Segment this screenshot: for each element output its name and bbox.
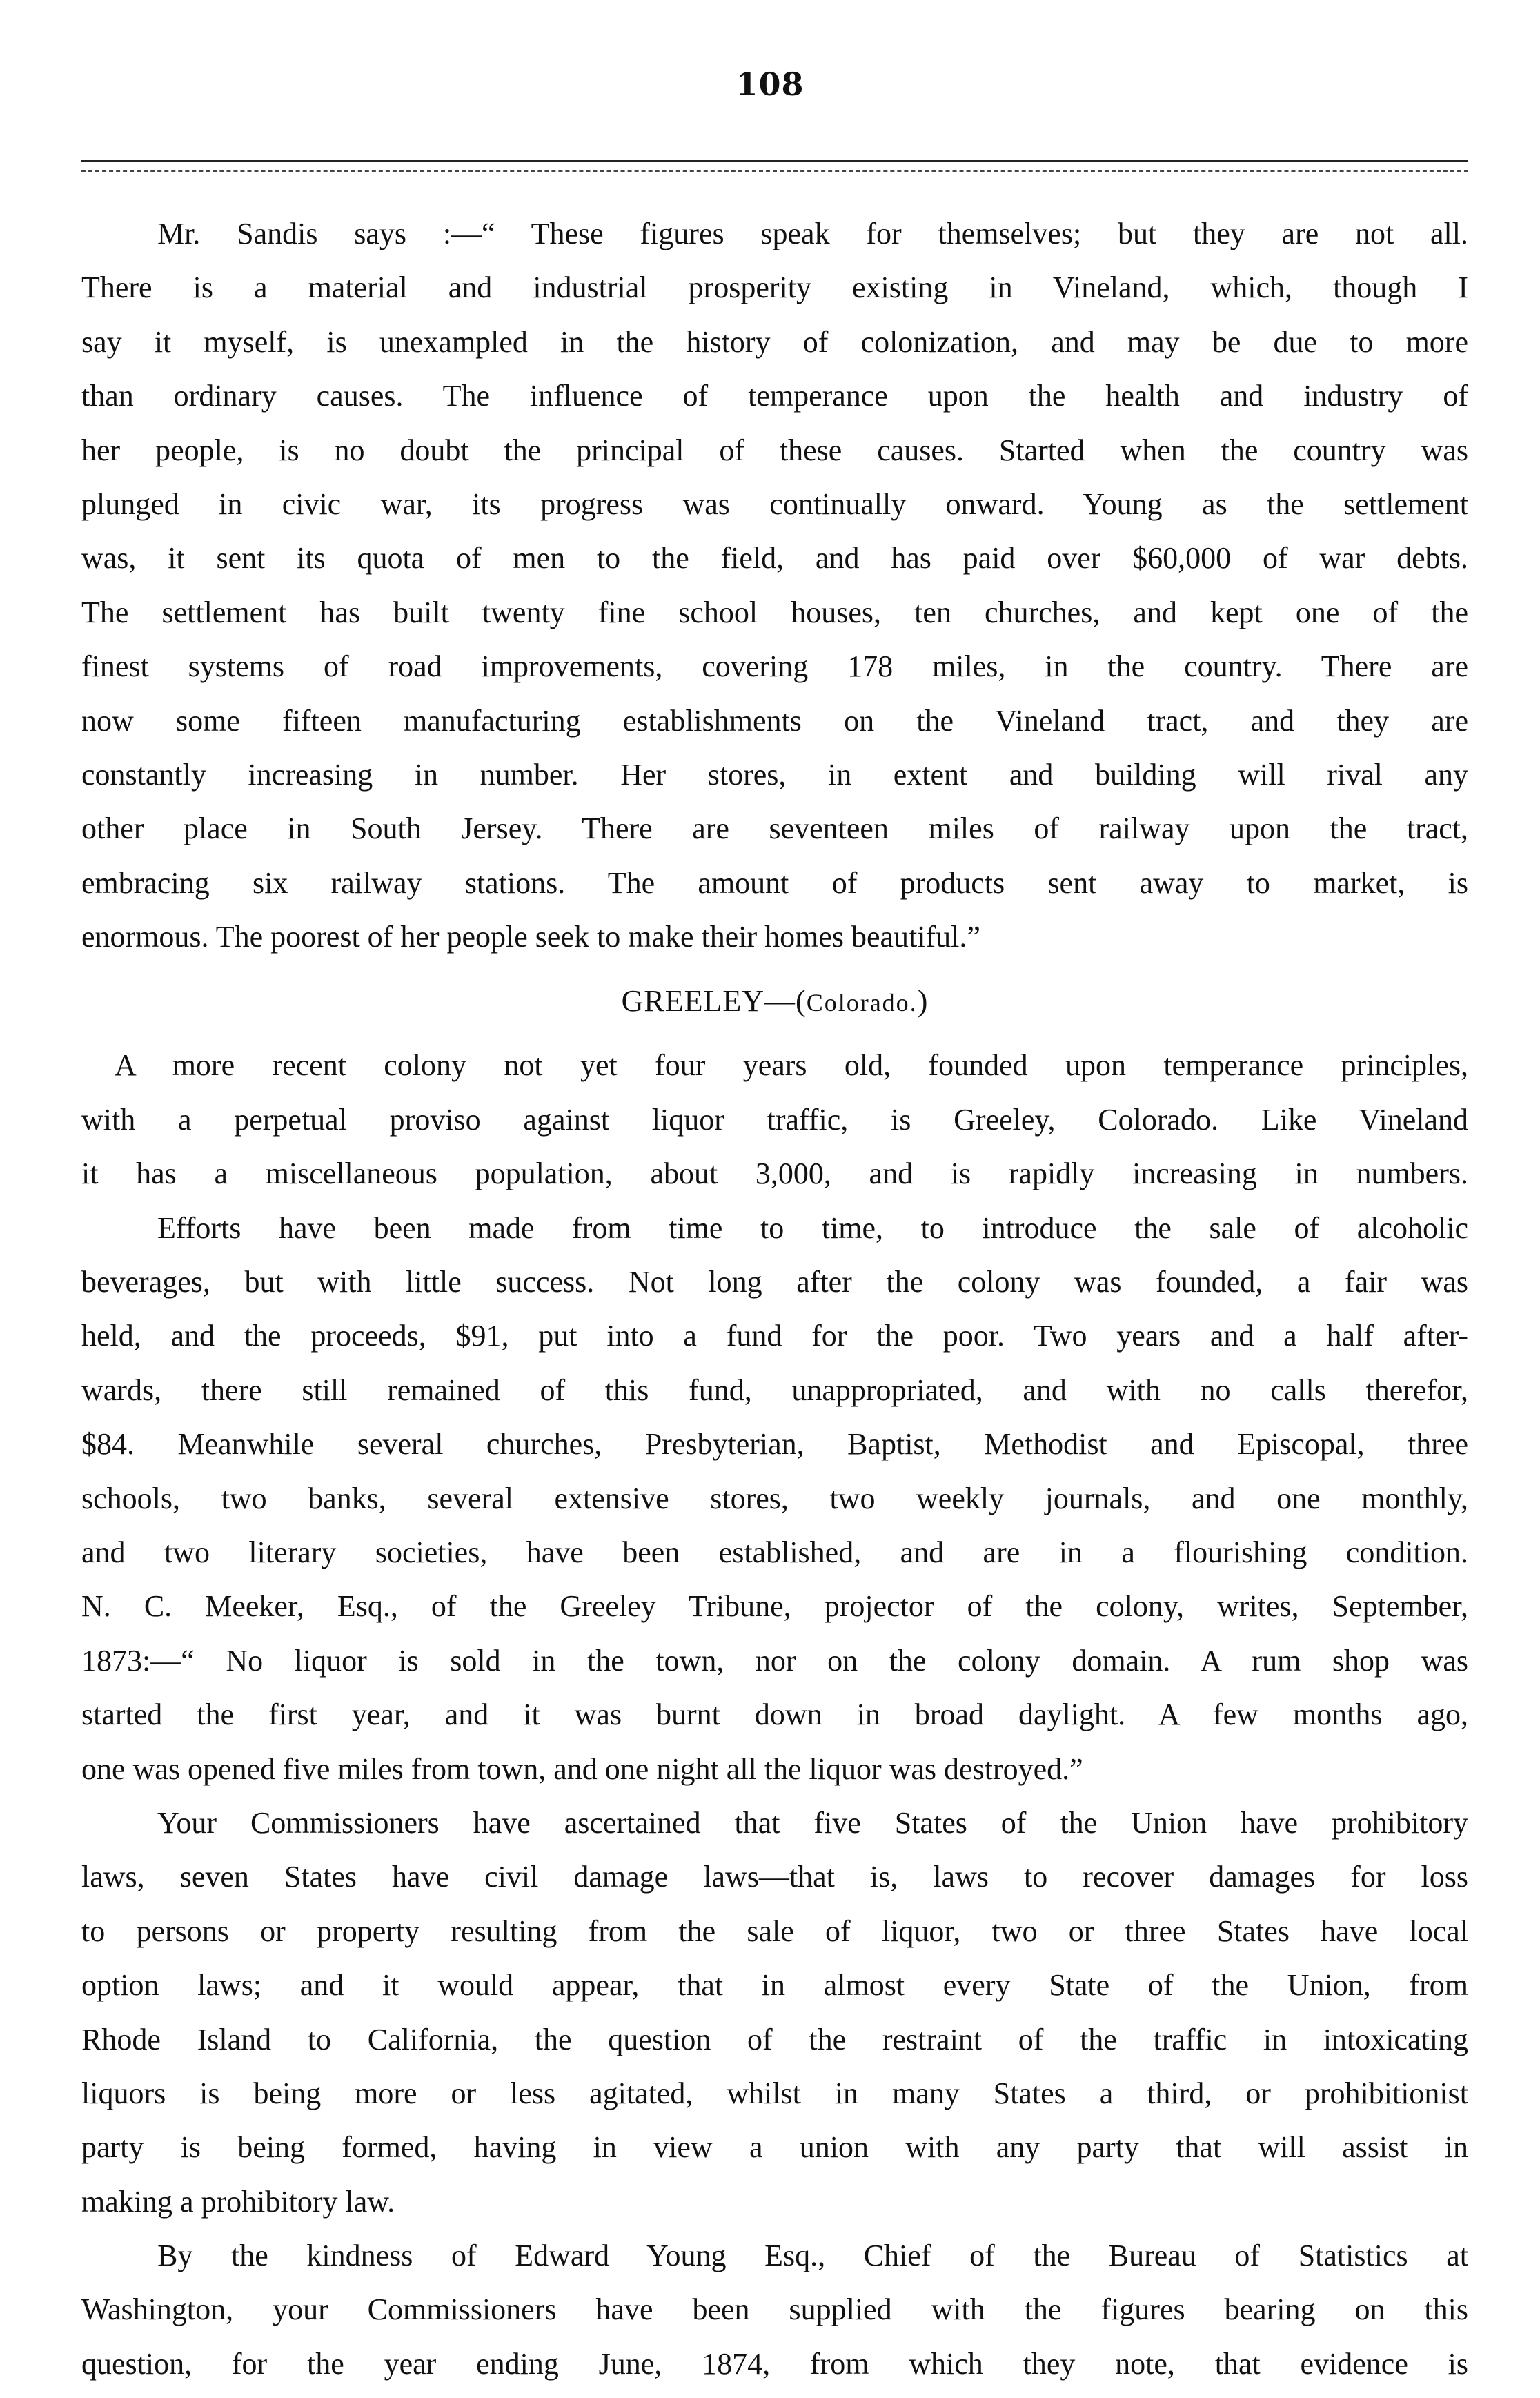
- text-line: and two literary societies, have been established, and are in a flourishing condition.: [81, 1535, 1468, 1569]
- text-line: There is a material and industrial prosperity existing in Vineland, which, though I: [81, 271, 1468, 305]
- text-line: now some fifteen manufacturing establishments on the Vineland tract, and they are: [81, 703, 1468, 738]
- text-line: laws, seven States have civil damage laws—that is, laws to recover damages for loss: [81, 1860, 1468, 1894]
- text-line: constantly increasing in number. Her stores, in extent and building will rival any: [81, 757, 1468, 792]
- heading-main: GREELEY—(: [621, 984, 807, 1019]
- text-line: it has a miscellaneous population, about 3,000, and is rapidly increasing in numbers.: [81, 1157, 1468, 1191]
- text-line: embracing six railway stations. The amount of products sent away to market, is: [81, 865, 1468, 900]
- paragraph-edward-young: [81, 2229, 1468, 2391]
- paragraph-greeley-intro: [81, 1039, 1468, 1201]
- text-line: say it myself, is unexampled in the history of colonization, and may be due to more: [81, 324, 1468, 359]
- text-line: Efforts have been made from time to time, to introduce the sale of alcoholic: [157, 1210, 1468, 1245]
- text-line: N. C. Meeker, Esq., of the Greeley Tribune, projector of the colony, writes, September,: [81, 1589, 1468, 1624]
- text-line: Washington, your Commissioners have been supplied with the figures bearing on this: [81, 2292, 1468, 2327]
- heading-state: Colorado.: [806, 989, 918, 1017]
- paragraph-sandis-quote: [81, 207, 1468, 964]
- text-line: finest systems of road improvements, covering 178 miles, in the country. There are: [81, 649, 1468, 684]
- text-line: was, it sent its quota of men to the field, and has paid over $60,000 of war debts.: [81, 541, 1468, 576]
- text-line: her people, is no doubt the principal of these causes. Started when the country was: [81, 433, 1468, 467]
- text-line: schools, two banks, several extensive stores, two weekly journals, and one monthly,: [81, 1481, 1468, 1515]
- text-line: A more recent colony not yet four years old, founded upon temperance principles,: [115, 1048, 1468, 1083]
- text-line: Rhode Island to California, the question of the restraint of the traffic in intoxicating: [81, 2022, 1468, 2056]
- header-rule: [81, 160, 1468, 172]
- section-heading: [81, 964, 1468, 1039]
- text-line: $84. Meanwhile several churches, Presbyterian, Baptist, Methodist and Episcopal, three: [81, 1427, 1468, 1462]
- text-line: one was opened five miles from town, and one night all the liquor was destroyed.”: [81, 1751, 1083, 1786]
- text-line: with a perpetual proviso against liquor traffic, is Greeley, Colorado. Like Vineland: [81, 1102, 1468, 1137]
- paragraph-commissioners-laws: [81, 1796, 1468, 2229]
- text-line: liquors is being more or less agitated, whilst in many States a third, or prohibitionist: [81, 2076, 1468, 2110]
- text-line: making a prohibitory law.: [81, 2184, 395, 2219]
- text-line: started the first year, and it was burnt down in broad daylight. A few months ago,: [81, 1698, 1468, 1732]
- text-line: held, and the proceeds, $91, put into a fund for the poor. Two years and a half after-: [81, 1319, 1468, 1353]
- text-line: Your Commissioners have ascertained that five States of the Union have prohibitory: [157, 1805, 1468, 1840]
- page-number: 108: [736, 66, 804, 103]
- text-line: Mr. Sandis says :—“ These figures speak for themselves; but they are not all.: [157, 217, 1468, 250]
- text-line: beverages, but with little success. Not long after the colony was founded, a fair was: [81, 1265, 1468, 1299]
- text-line: The settlement has built twenty fine school houses, ten churches, and kept one of the: [81, 595, 1468, 629]
- text-line: 1873:—“ No liquor is sold in the town, nor on the colony domain. A rum shop was: [81, 1643, 1468, 1678]
- text-line: to persons or property resulting from the sale of liquor, two or three States have local: [81, 1914, 1468, 1948]
- text-line: other place in South Jersey. There are seventeen miles of railway upon the tract,: [81, 812, 1468, 846]
- heading-close: ): [917, 984, 929, 1019]
- text-line: question, for the year ending June, 1874, from which they note, that evidence is: [81, 2346, 1468, 2381]
- text-line: wards, there still remained of this fund, unappropriated, and with no calls therefor,: [81, 1373, 1468, 1407]
- text-line: than ordinary causes. The influence of temperance upon the health and industry of: [81, 379, 1468, 413]
- paragraph-greeley-efforts: [81, 1201, 1468, 1796]
- text-line: option laws; and it would appear, that in almost every State of the Union, from: [81, 1968, 1468, 2003]
- text-line: enormous. The poorest of her people seek to make their homes beautiful.”: [81, 920, 980, 954]
- page-body: [81, 207, 1468, 2391]
- text-line: By the kindness of Edward Young Esq., Chief of the Bureau of Statistics at: [157, 2239, 1468, 2273]
- text-line: party is being formed, having in view a union with any party that will assist in: [81, 2130, 1468, 2165]
- text-line: plunged in civic war, its progress was continually onward. Young as the settlement: [81, 487, 1468, 521]
